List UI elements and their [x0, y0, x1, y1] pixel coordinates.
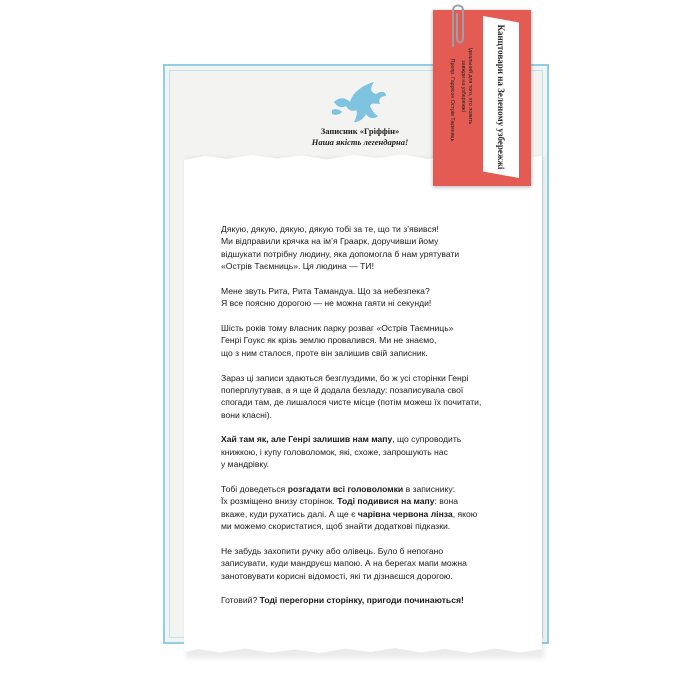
text-fragment: , якою	[452, 508, 478, 519]
text-line	[221, 508, 526, 520]
text-line: Ми відправили крячка на ім’я Граарк, доручивши йому	[221, 236, 439, 247]
text-line: занотовувати корисні відомості, які ти дізнаєшся дорогою.	[221, 570, 453, 581]
paperclip-icon	[444, 0, 472, 50]
paragraph-map	[221, 433, 526, 470]
bold-text: Тоді подивися на мапу	[337, 496, 435, 507]
text-line: Дякую, дякую, дякую, дякую тобі за те, що ти з’явився!	[221, 224, 439, 234]
text-line: книжкою, і купу головоломок, які, схоже, запрошують нас	[221, 446, 448, 457]
text-fragment: вкаже, куди рухатись далі. А ще є	[221, 508, 358, 519]
letter-body	[221, 223, 526, 619]
text-line: що з ним сталося, проте він залишив свій записник.	[221, 347, 428, 358]
bookmark-subtitle: Пропр. Гаррісон Острів Таємниць	[449, 58, 455, 142]
bookmark-subtitle: Ідеальний для того, хто ловить	[467, 47, 473, 125]
text-line: Я все поясню дорогою — не можна гаяти ні секунди!	[221, 298, 432, 309]
paragraph-intro	[221, 285, 526, 310]
paragraph-closing	[221, 594, 526, 606]
paragraph-backstory	[221, 322, 526, 359]
text-fragment: , що супроводить	[392, 434, 462, 445]
text-fragment: в записнику:	[403, 483, 456, 494]
text-line: Мене звуть Рита, Рита Тамандуа. Що за небезпека?	[221, 285, 430, 296]
brand-name: Записник «Гріффін»	[320, 126, 400, 136]
bookmark-title: Канцтовари на Зеленому узбережжі	[496, 24, 506, 170]
bold-text: розгадати всі головоломки	[287, 483, 404, 494]
text-line: вони класні).	[221, 409, 273, 420]
text-line: Шість років тому власник парку розваг «Острів Таємниць»	[221, 323, 454, 334]
text-line: спогади там, де лишалося чисте місце (потім можеш їх почитати,	[221, 397, 482, 408]
bold-text: Тоді перегорни сторінку, пригоди починаються!	[259, 595, 464, 606]
text-line: поперплутував, а я ще й додала безладу: позаписувала свої	[221, 384, 464, 395]
text-line: відшукати потрібну людину, яка допомогла б нам урятувати	[221, 248, 460, 259]
text-line: Зараз ці записи здаються безглуздими, бо ж усі сторінки Генрі	[221, 372, 469, 383]
text-line	[221, 433, 526, 445]
text-line	[221, 594, 526, 606]
paragraph-greeting	[221, 223, 526, 273]
paragraph-notes	[221, 372, 526, 422]
text-line: у мандрівку.	[221, 459, 270, 470]
text-fragment: Їх розміщено внизу сторінок.	[221, 496, 338, 507]
paragraph-pencil	[221, 545, 526, 582]
text-line: ми можемо скористатися, щоб знайти додаткові підказки.	[221, 521, 451, 532]
text-line: Генрі Гоукс як крізь землю провалився. Ми не знаємо,	[221, 335, 437, 346]
brand-motto: Наша якість легендарна!	[311, 137, 409, 147]
bookmark-subtitle: завжди на узбережжі	[460, 60, 466, 112]
text-line	[221, 495, 526, 507]
text-line: записувати, куди мандруєш мапою. А на берегах мапи можна	[221, 558, 467, 569]
text-line: «Острів Таємниць». Ця людина — ТИ!	[221, 261, 374, 272]
text-line: Не забудь захопити ручку або олівець. Було б непогано	[221, 545, 444, 556]
text-line	[221, 483, 526, 495]
text-fragment: : вона	[434, 496, 459, 507]
bold-text: Хай там як, але Генрі залишив нам мапу	[221, 434, 393, 445]
text-fragment: Готовий?	[221, 595, 260, 606]
bold-text: чарівна червона лінза	[357, 508, 453, 519]
griffin-logo-icon	[330, 80, 388, 124]
paragraph-puzzles	[221, 483, 526, 533]
text-fragment: Тобі доведеться	[221, 483, 288, 494]
